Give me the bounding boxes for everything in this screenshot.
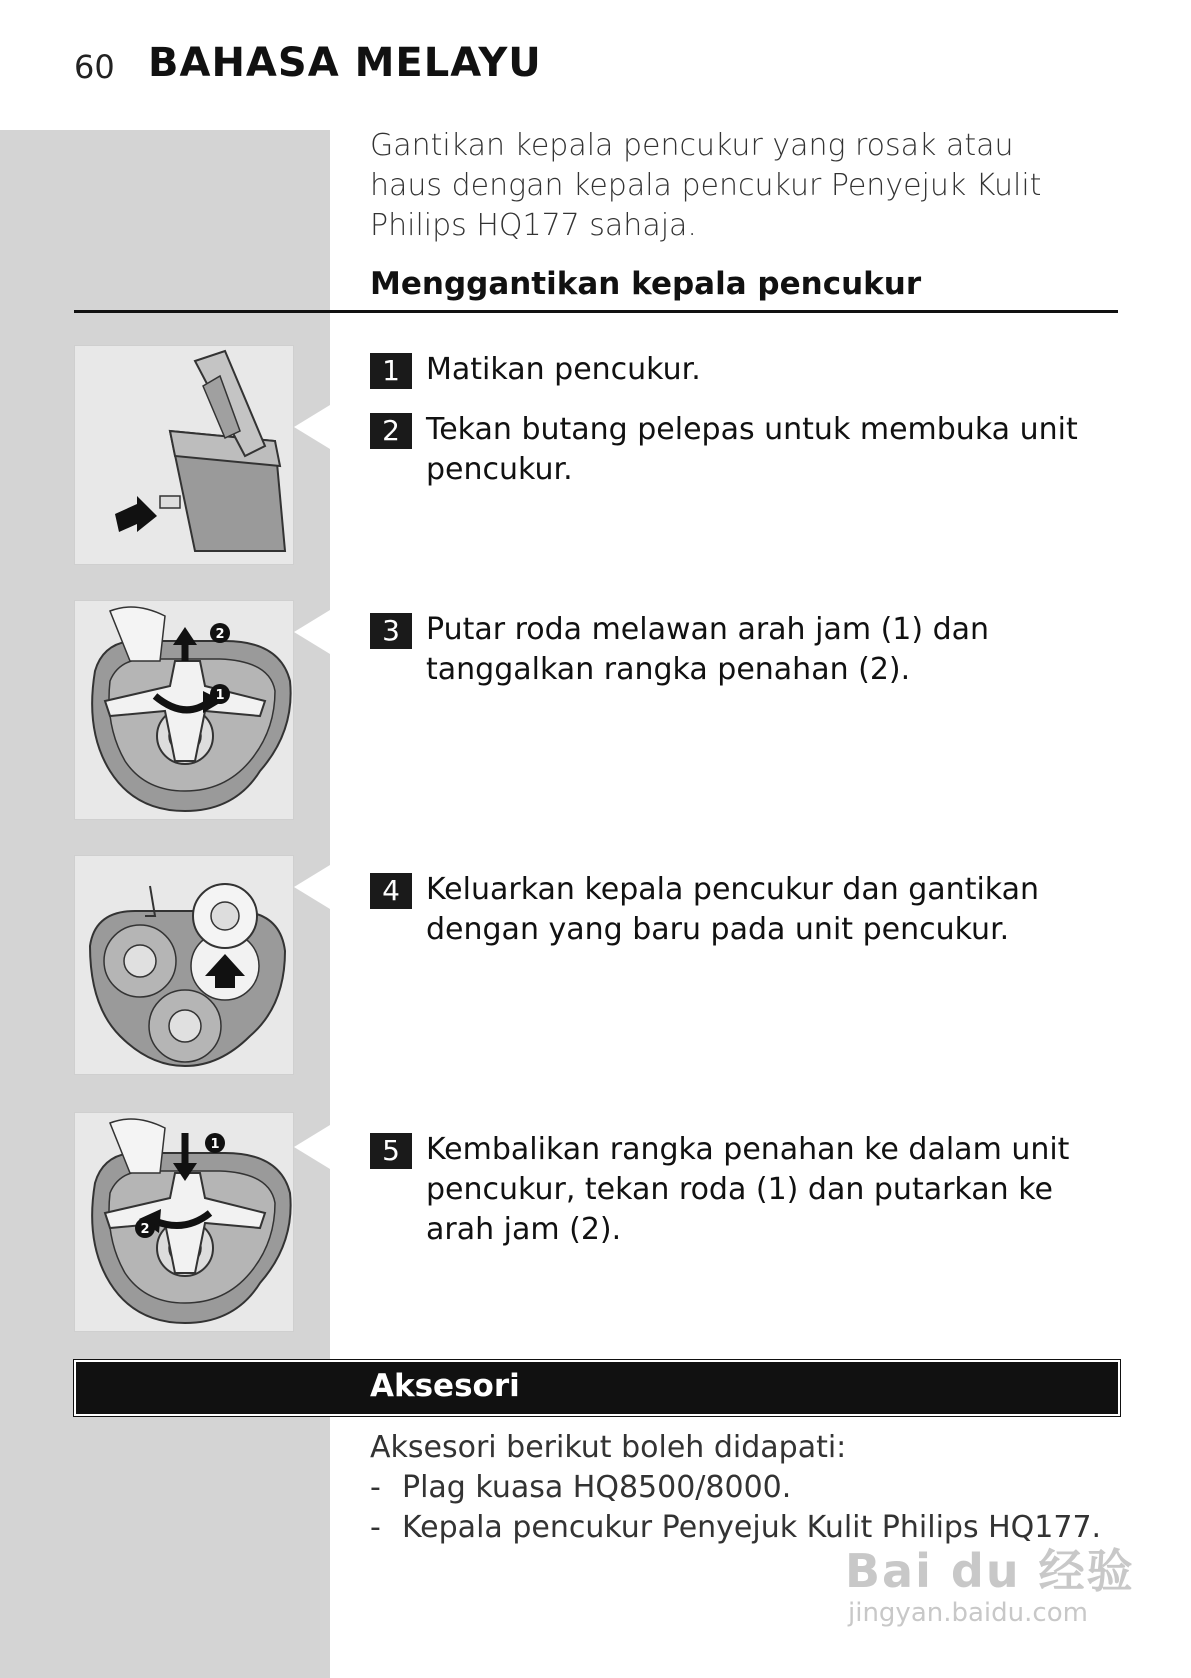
step-5 [370,1130,1120,1250]
shaver-head-remove-illustration [75,601,294,820]
step-text: Kembalikan rangka penahan ke dalam unit pencukur, tekan roda (1) dan putarkan ke arah jam (2). [426,1132,1070,1247]
step-text: Keluarkan kepala pencukur dan gantikan dengan yang baru pada unit pencukur. [426,872,1040,947]
figure-pointer [294,405,330,449]
step-4 [370,870,1120,950]
callout-1: 1 [215,688,225,703]
accessories-bar [74,1360,1120,1416]
shaver-head-reinsert-illustration [75,1113,294,1332]
callout-1: 1 [210,1137,220,1152]
figure-reinsert-frame [74,1112,294,1332]
callout-2: 2 [140,1222,150,1237]
step-number: 4 [370,873,412,909]
figure-open-shaver [74,345,294,565]
step-number: 5 [370,1133,412,1169]
list-dash: - [370,1510,381,1545]
shaver-open-illustration [75,346,294,565]
step-text: Tekan butang pelepas untuk membuka unit pencukur. [426,412,1078,487]
accessory-item [370,1468,791,1508]
figure-pointer [294,1125,330,1169]
figure-remove-frame [74,600,294,820]
section-rule [74,310,1118,313]
step-number: 3 [370,613,412,649]
accessory-text: Plag kuasa HQ8500/8000. [402,1470,792,1505]
intro-paragraph: Gantikan kepala pencukur yang rosak atau haus dengan kepala pencukur Penyejuk Kulit Philips HQ177 sahaja. [370,128,1042,243]
figure-pointer [294,865,330,909]
list-dash: - [370,1470,381,1505]
step-3 [370,610,1120,690]
section-heading: Menggantikan kepala pencukur [370,266,922,302]
figure-replace-head [74,855,294,1075]
shaving-head-replace-illustration [75,856,294,1075]
page-title: BAHASA MELAYU [148,40,542,86]
accessory-text: Kepala pencukur Penyejuk Kulit Philips HQ177. [402,1510,1102,1545]
step-2 [370,410,1120,490]
step-1 [370,350,1120,390]
figure-pointer [294,610,330,654]
watermark-url: jingyan.baidu.com [848,1598,1088,1628]
accessories-heading: Aksesori [370,1368,520,1404]
page-number: 60 [74,48,115,86]
accessories-intro: Aksesori berikut boleh didapati: [370,1430,847,1465]
step-text: Matikan pencukur. [426,352,701,387]
callout-2: 2 [215,627,225,642]
watermark-brand: Bai du 经验 [845,1544,1135,1598]
step-number: 2 [370,413,412,449]
step-number: 1 [370,353,412,389]
step-text: Putar roda melawan arah jam (1) dan tanggalkan rangka penahan (2). [426,612,990,687]
